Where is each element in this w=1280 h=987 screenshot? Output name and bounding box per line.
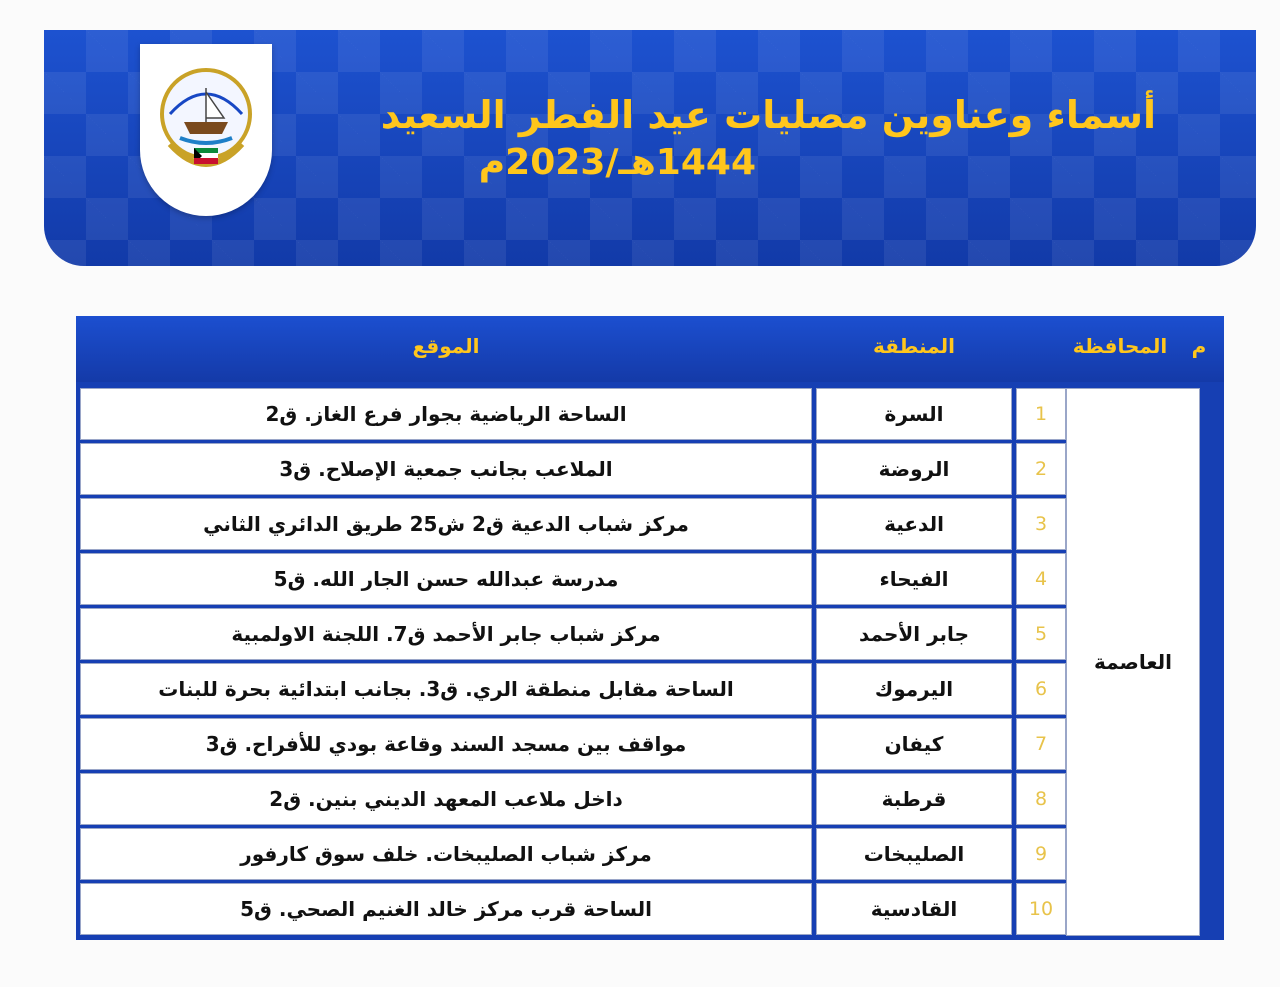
location-cell: مواقف بين مسجد السند وقاعة بودي للأفراح. ق3: [80, 718, 812, 770]
table-row: [80, 883, 1066, 935]
area-cell: الفيحاء: [816, 553, 1012, 605]
table-row: [80, 498, 1066, 550]
header-governorate: المحافظة: [1072, 334, 1168, 358]
index-cell: 9: [1016, 828, 1066, 880]
location-cell: مركز شباب جابر الأحمد ق7. اللجنة الاولمبية: [80, 608, 812, 660]
area-cell: السرة: [816, 388, 1012, 440]
page-subtitle: 1444هـ/2023م: [478, 142, 756, 183]
header-location: الموقع: [412, 334, 480, 358]
page-title: أسماء وعناوين مصليات عيد الفطر السعيد: [380, 93, 1156, 137]
index-cell: 5: [1016, 608, 1066, 660]
ministry-logo: [140, 44, 272, 216]
area-cell: اليرموك: [816, 663, 1012, 715]
table-row: [80, 388, 1066, 440]
index-cell: 3: [1016, 498, 1066, 550]
governorate-cell: العاصمة: [1066, 388, 1200, 936]
index-cell: 10: [1016, 883, 1066, 935]
header-area: المنطقة: [873, 334, 955, 358]
table-header: [76, 316, 1224, 382]
table-row: [80, 718, 1066, 770]
location-cell: داخل ملاعب المعهد الديني بنين. ق2: [80, 773, 812, 825]
location-cell: الساحة مقابل منطقة الري. ق3. بجانب ابتدائية بحرة للبنات: [80, 663, 812, 715]
table-row: [80, 773, 1066, 825]
table-row: [80, 608, 1066, 660]
area-cell: كيفان: [816, 718, 1012, 770]
title-block: [256, 90, 1156, 186]
location-cell: الساحة الرياضية بجوار فرع الغاز. ق2: [80, 388, 812, 440]
location-cell: مركز شباب الصليبخات. خلف سوق كارفور: [80, 828, 812, 880]
header-banner: [44, 30, 1256, 266]
area-cell: الروضة: [816, 443, 1012, 495]
ministry-of-awqaf-emblem-icon: [140, 44, 272, 216]
table-row: [80, 553, 1066, 605]
location-cell: الساحة قرب مركز خالد الغنيم الصحي. ق5: [80, 883, 812, 935]
location-cell: مركز شباب الدعية ق2 ش25 طريق الدائري الثاني: [80, 498, 812, 550]
table-row: [80, 443, 1066, 495]
table-row: [80, 828, 1066, 880]
index-cell: 4: [1016, 553, 1066, 605]
index-cell: 1: [1016, 388, 1066, 440]
index-cell: 2: [1016, 443, 1066, 495]
index-cell: 7: [1016, 718, 1066, 770]
location-cell: الملاعب بجانب جمعية الإصلاح. ق3: [80, 443, 812, 495]
location-cell: مدرسة عبدالله حسن الجار الله. ق5: [80, 553, 812, 605]
area-cell: جابر الأحمد: [816, 608, 1012, 660]
table-row: [80, 663, 1066, 715]
header-index: م: [1191, 334, 1207, 358]
prayer-locations-table: [76, 316, 1224, 940]
table-body: [80, 388, 1216, 936]
index-cell: 8: [1016, 773, 1066, 825]
area-cell: الدعية: [816, 498, 1012, 550]
area-cell: الصليبخات: [816, 828, 1012, 880]
index-cell: 6: [1016, 663, 1066, 715]
area-cell: قرطبة: [816, 773, 1012, 825]
area-cell: القادسية: [816, 883, 1012, 935]
